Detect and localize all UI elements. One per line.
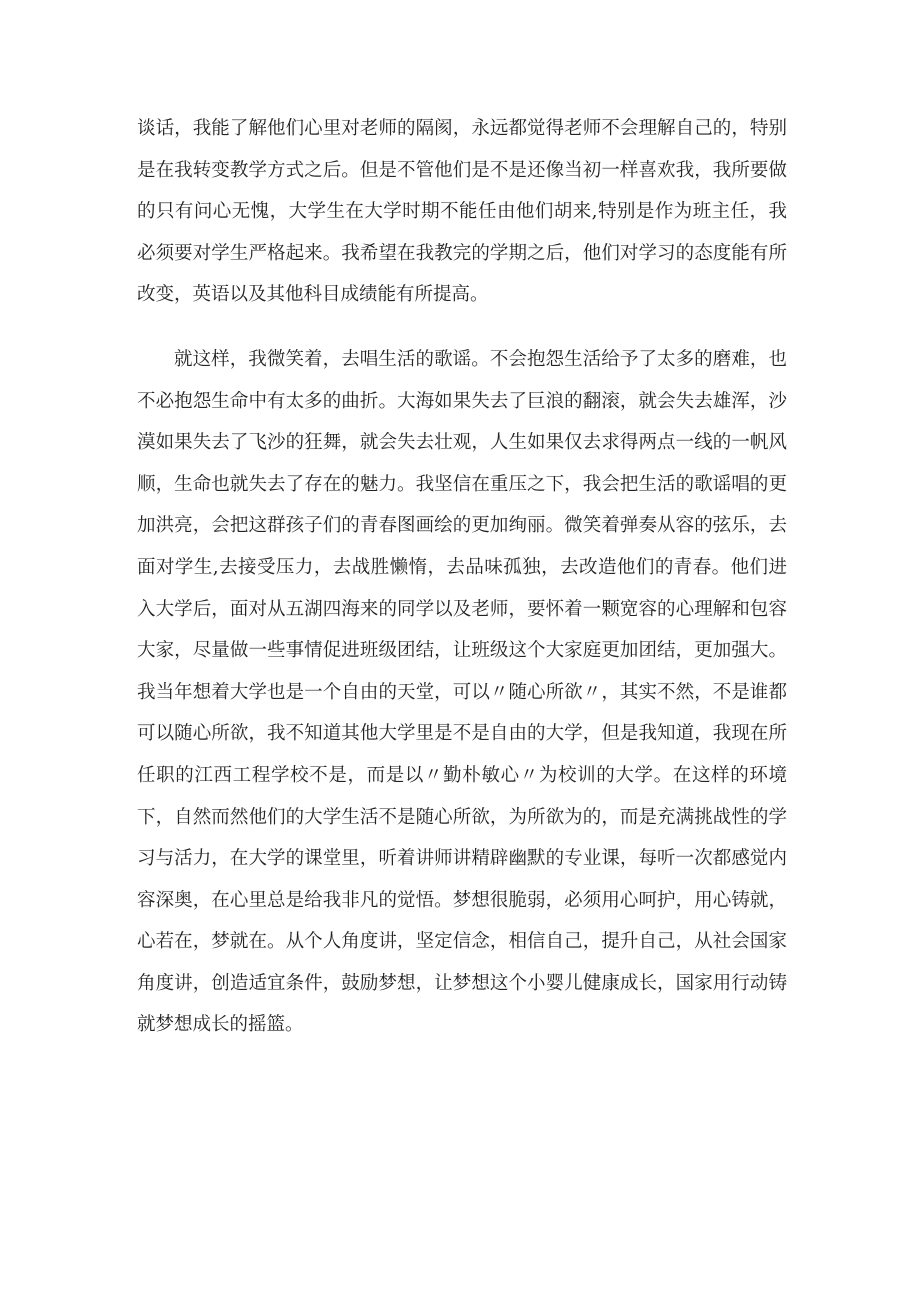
paragraph-2: 就这样，我微笑着，去唱生活的歌谣。不会抱怨生活给予了太多的磨难，也不必抱怨生命中有太多的曲折。大海如果失去了巨浪的翻滚，就会失去雄浑，沙漠如果失去了飞沙的狂舞，就会失去壮观，人生如果仅去求得两点一线的一帆风顺，生命也就失去了存在的魅力。我坚信在重压之下，我会把生活的歌谣唱的更加洪亮，会把这群孩子们的青春图画绘的更加绚丽。微笑着弹奏从容的弦乐，去面对学生,去接受压力，去战胜懒惰，去品味孤独，去改造他们的青春。他们进入大学后，面对从五湖四海来的同学以及老师，要怀着一颗宽容的心理解和包容大家，尽量做一些事情促进班级团结，让班级这个大家庭更加团结，更加强大。我当年想着大学也是一个自由的天堂，可以〃随心所欲〃，其实不然，不是谁都可以随心所欲，我不知道其他大学里是不是自由的大学，但是我知道，我现在所任职的江西工程学校不是，而是以〃勤朴敏心〃为校训的大学。在这样的环境下，自然而然他们的大学生活不是随心所欲，为所欲为的，而是充满挑战性的学习与活力，在大学的课堂里，听着讲师讲精辟幽默的专业课，每听一次都感觉内容深奥，在心里总是给我非凡的觉悟。梦想很脆弱，必须用心呵护，用心铸就，心若在，梦就在。从个人角度讲，坚定信念，相信自己，提升自己，从社会国家角度讲，创造适宜条件，鼓励梦想，让梦想这个小婴儿健康成长，国家用行动铸就梦想成长的摇篮。: [137, 348, 787, 1036]
document-body: [137, 108, 787, 1046]
paragraph-1: 谈话，我能了解他们心里对老师的隔阂，永远都觉得老师不会理解自己的，特别是在我转变教学方式之后。但是不管他们是不是还像当初一样喜欢我，我所要做的只有问心无愧，大学生在大学时期不能任由他们胡来,特别是作为班主任，我必须要对学生严格起来。我希望在我教完的学期之后，他们对学习的态度能有所改变，英语以及其他科目成绩能有所提高。: [137, 118, 787, 306]
